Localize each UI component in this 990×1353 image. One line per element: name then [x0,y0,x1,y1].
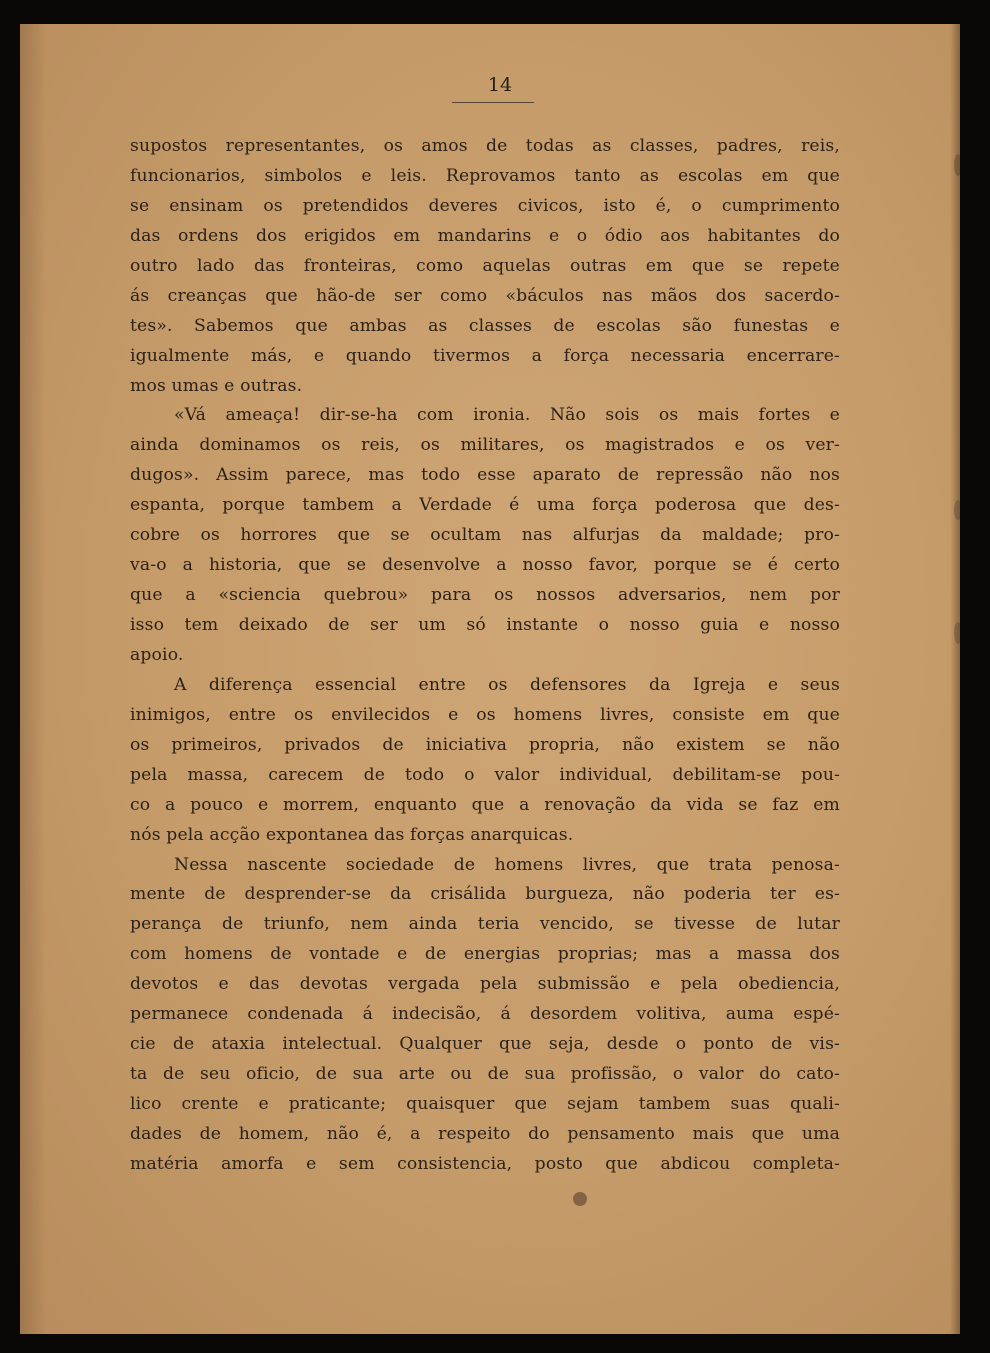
text-line: que a «sciencia quebrou» para os nossos adversarios, nem por [130,585,840,606]
text-line: outro lado das fronteiras, como aquelas outras em que se repete [130,255,840,276]
text-line: se ensinam os pretendidos deveres civicos, isto é, o cumprimento [130,195,840,216]
text-line: supostos representantes, os amos de todas as classes, padres, reis, [130,136,840,156]
text-line: isso tem deixado de ser um só instante o nosso guia e nosso [130,615,840,635]
text-line: espanta, porque tambem a Verdade é uma força poderosa que des- [130,495,840,516]
text-line: va-o a historia, que se desenvolve a nosso favor, porque se é certo [130,555,840,576]
text-line: tes». Sabemos que ambas as classes de escolas são funestas e [130,315,840,336]
text-line: pela massa, carecem de todo o valor individual, debilitam-se pou- [130,764,840,785]
text-line: Nessa nascente sociedade de homens livres, que trata penosa- [174,854,840,875]
text-line: inimigos, entre os envilecidos e os homens livres, consiste em que [130,704,840,725]
text-line: perança de triunfo, nem ainda teria vencido, se tivesse de lutar [130,914,840,935]
page-edge-shadow [950,24,960,1334]
page-gutter-shadow [20,24,46,1334]
text-line: dades de homem, não é, a respeito do pensamento mais que uma [130,1123,840,1144]
text-line: cobre os horrores que se ocultam nas alfurjas da maldade; pro- [130,525,840,546]
text-line: com homens de vontade e de energias proprias; mas a massa dos [130,944,840,965]
text-line: mente de desprender-se da crisálida burgueza, não poderia ter es- [130,884,840,905]
text-line: funcionarios, simbolos e leis. Reprovamos tanto as escolas em que [130,165,840,186]
text-line: mos umas e outras. [130,375,303,396]
text-line: igualmente más, e quando tivermos a força necessaria encerrare- [130,345,840,366]
text-line: «Vá ameaça! dir-se-ha com ironia. Não sois os mais fortes e [174,405,840,426]
page-number: 14 [487,74,513,96]
ink-stain [954,154,960,176]
text-line: matéria amorfa e sem consistencia, posto que abdicou completa- [130,1153,840,1174]
text-line: nós pela acção expontanea das forças anarquicas. [130,824,574,845]
text-line: os primeiros, privados de iniciativa propria, não existem se não [130,734,840,755]
text-line: permanece condenada á indecisão, á desordem volitiva, auma espé- [130,1004,840,1025]
text-line: lico crente e praticante; quaisquer que sejam tambem suas quali- [130,1094,840,1114]
text-line: ta de seu oficio, de sua arte ou de sua profissão, o valor do cato- [130,1064,840,1085]
text-line: A diferença essencial entre os defensores da Igreja e seus [174,674,840,695]
text-line: cie de ataxia intelectual. Qualquer que seja, desde o ponto de vis- [130,1034,840,1055]
header-rule [452,102,534,103]
body-text [130,132,840,1180]
text-line: ás creanças que hão-de ser como «báculos nas mãos dos sacerdo- [130,285,840,306]
text-line: dugos». Assim parece, mas todo esse aparato de repressão não nos [130,465,840,486]
ink-stain [954,622,960,644]
ink-stain [573,1192,587,1206]
text-line: apoio. [130,644,184,665]
ink-stain [954,500,960,520]
text-line: devotos e das devotas vergada pela submissão e pela obediencia, [130,974,840,995]
text-line: das ordens dos erigidos em mandarins e o ódio aos habitantes do [130,225,840,246]
book-page [20,24,960,1334]
text-line: ainda dominamos os reis, os militares, os magistrados e os ver- [130,435,840,456]
text-line: co a pouco e morrem, enquanto que a renovação da vida se faz em [130,794,840,815]
